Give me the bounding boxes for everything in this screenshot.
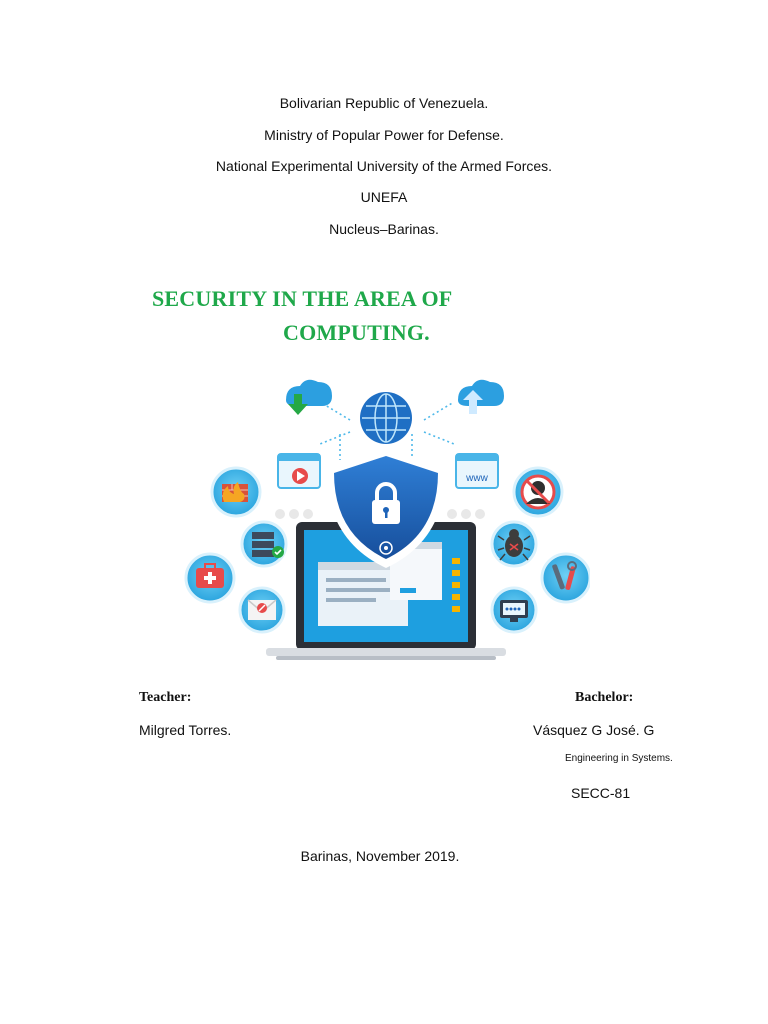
- blocked-mail-icon: [240, 588, 284, 632]
- bachelor-section: SECC-81: [571, 785, 631, 801]
- teacher-name: Milgred Torres.: [139, 722, 232, 738]
- bachelor-label: Bachelor:: [575, 690, 634, 705]
- cloud-upload-icon: [458, 380, 504, 414]
- place-date: Barinas, November 2019.: [300, 848, 460, 864]
- bug-icon: [492, 522, 536, 566]
- server-check-icon: [242, 522, 286, 566]
- cybersecurity-illustration: [180, 372, 590, 662]
- hacker-icon: [514, 468, 562, 516]
- first-aid-kit-icon: [186, 554, 234, 602]
- tools-icon: [542, 554, 590, 602]
- bachelor-career: Engineering in Systems.: [565, 753, 673, 764]
- header-nucleus: Nucleus–Barinas.: [329, 221, 439, 237]
- header-university: National Experimental University of the Armed Forces.: [215, 158, 553, 174]
- www-browser-icon: [456, 454, 498, 488]
- document-title-line1: SECURITY IN THE AREA OF: [152, 286, 453, 311]
- header-country: Bolivarian Republic of Venezuela.: [279, 95, 489, 111]
- header-acronym: UNEFA: [360, 189, 408, 205]
- teacher-label: Teacher:: [139, 690, 192, 705]
- header-ministry: Ministry of Popular Power for Defense.: [264, 127, 504, 143]
- password-monitor-icon: [492, 588, 536, 632]
- bachelor-name: Vásquez G José. G: [533, 722, 655, 738]
- video-browser-icon: [278, 454, 320, 488]
- cloud-download-icon: [286, 380, 332, 415]
- document-title-line2: COMPUTING.: [283, 320, 430, 345]
- www-label: www: [466, 473, 488, 484]
- globe-icon: [360, 392, 412, 444]
- firewall-icon: [212, 468, 260, 516]
